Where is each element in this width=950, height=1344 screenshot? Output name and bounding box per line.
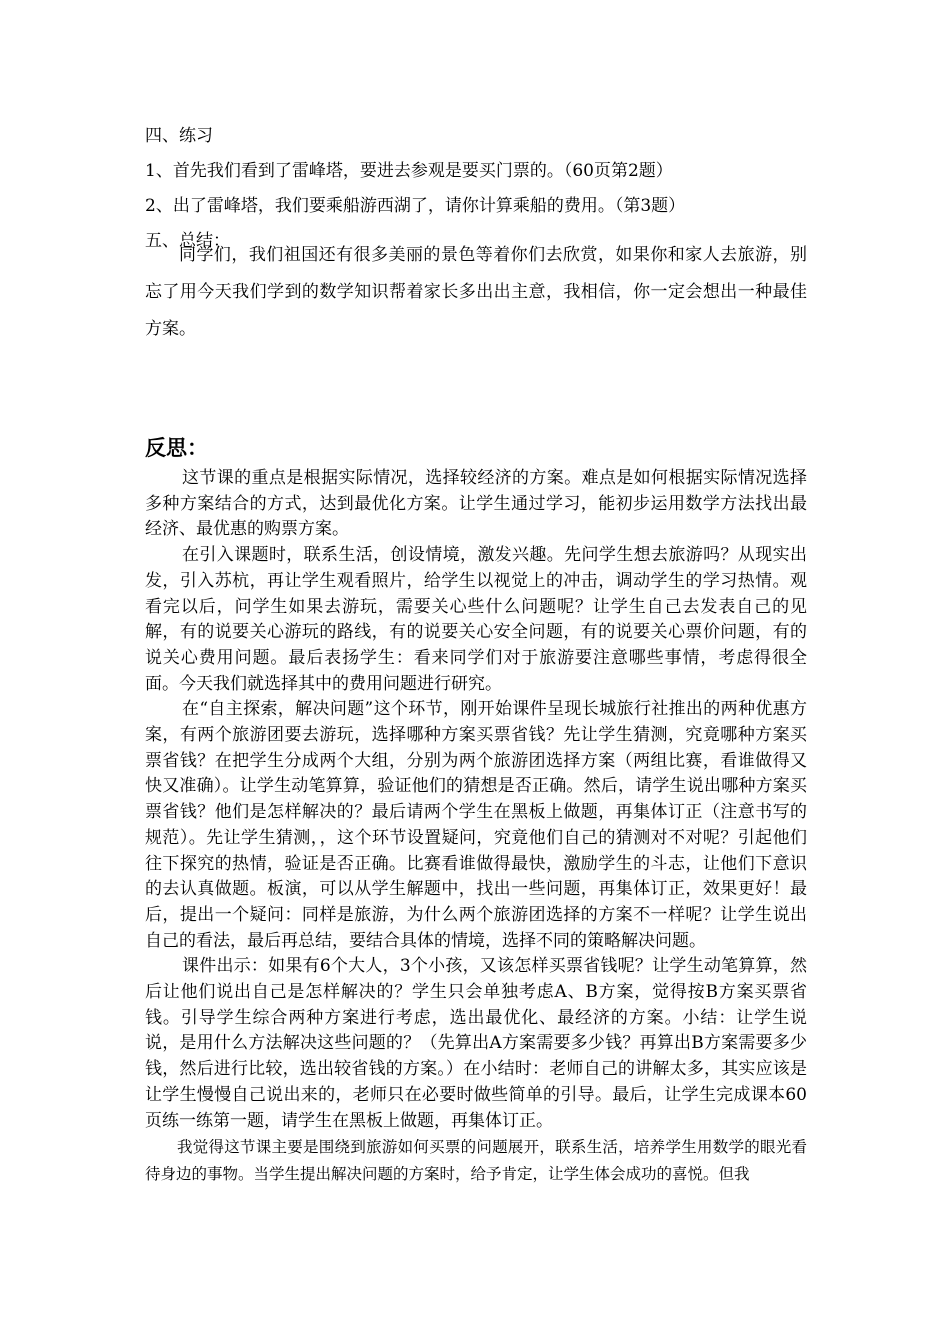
exercise-item-1: 1、首先我们看到了雷峰塔，要进去参观是要买门票的。（60页第2题） xyxy=(145,161,673,181)
reflection-paragraph-4: 课件出示：如果有6个大人，3个小孩，又该怎样买票省钱呢？让学生动笔算算，然后让他们说出自己是怎样解决的？学生只会单独考虑A、B方案，觉得按B方案买票省钱。引导学生综合两种方案进行考虑，选出最优化、最经济的方案。小结：让学生说说，是用什么方法解决这些问题的？（先算出A方案需要多少钱？再算出B方案需要多少钱，然后进行比较，选出较省钱的方案。）在小结时：老师自己的讲解太多，其实应该是让学生慢慢自己说出来的，老师只在必要时做些简单的引导。最后，让学生完成课本60页练一练第一题，请学生在黑板上做题，再集体订正。 xyxy=(145,956,807,1131)
reflection-paragraph-2: 在引入课题时，联系生活，创设情境，激发兴趣。先问学生想去旅游吗？从现实出发，引入苏杭，再让学生观看照片，给学生以视觉上的冲击，调动学生的学习热情。观看完以后，问学生如果去游玩，需要关心些什么问题呢？让学生自己去发表自己的见解，有的说要关心游玩的路线，有的说要关心安全问题，有的说要关心票价问题，有的说关心费用问题。最后表扬学生：看来同学们对于旅游要注意哪些事情，考虑得很全面。今天我们就选择其中的费用问题进行研究。 xyxy=(145,545,807,694)
reflection-paragraph-1: 这节课的重点是根据实际情况，选择较经济的方案。难点是如何根据实际情况选择多种方案结合的方式，达到最优化方案。让学生通过学习，能初步运用数学方法找出最经济、最优惠的购票方案。 xyxy=(145,468,807,540)
reflection-paragraph-5: 我觉得这节课主要是围绕到旅游如何买票的问题展开，联系生活，培养学生用数学的眼光看待身边的事物。当学生提出解决问题的方案时，给予肯定，让学生体会成功的喜悦。但我 xyxy=(145,1138,807,1184)
reflection-paragraph-3: 在“自主探索，解决问题”这个环节，刚开始课件呈现长城旅行社推出的两种优惠方案，有两个旅游团要去游玩，选择哪种方案买票省钱？先让学生猜测，究竟哪种方案买票省钱？在把学生分成两个大组，分别为两个旅游团选择方案（两组比赛，看谁做得又快又准确）。让学生动笔算算，验证他们的猜想是否正确。然后，请学生说出哪种方案买票省钱？他们是怎样解决的？最后请两个学生在黑板上做题，再集体订正（注意书写的规范）。先让学生猜测，，这个环节设置疑问，究竟他们自己的猜测对不对呢？引起他们往下探究的热情，验证是否正确。比赛看谁做得最快，激励学生的斗志，让他们下意识的去认真做题。板演，可以从学生解题中，找出一些问题，再集体订正，效果更好！最后，提出一个疑问：同样是旅游，为什么两个旅游团选择的方案不一样呢？让学生说出自己的看法，最后再总结，要结合具体的情境，选择不同的策略解决问题。 xyxy=(145,699,807,951)
exercise-item-2: 2、出了雷峰塔，我们要乘船游西湖了，请你计算乘船的费用。（第3题） xyxy=(145,196,686,216)
section5-heading: 五、总结： xyxy=(145,231,230,251)
section4-heading: 四、练习 xyxy=(145,126,213,146)
reflection-body xyxy=(145,466,807,1188)
summary-paragraph: 同学们，我们祖国还有很多美丽的景色等着你们去欣赏，如果你和家人去旅游，别忘了用今天我们学到的数学知识帮着家长多出出主意，我相信，你一定会想出一种最佳方案。 xyxy=(145,245,807,339)
reflection-heading: 反思： xyxy=(145,435,208,460)
